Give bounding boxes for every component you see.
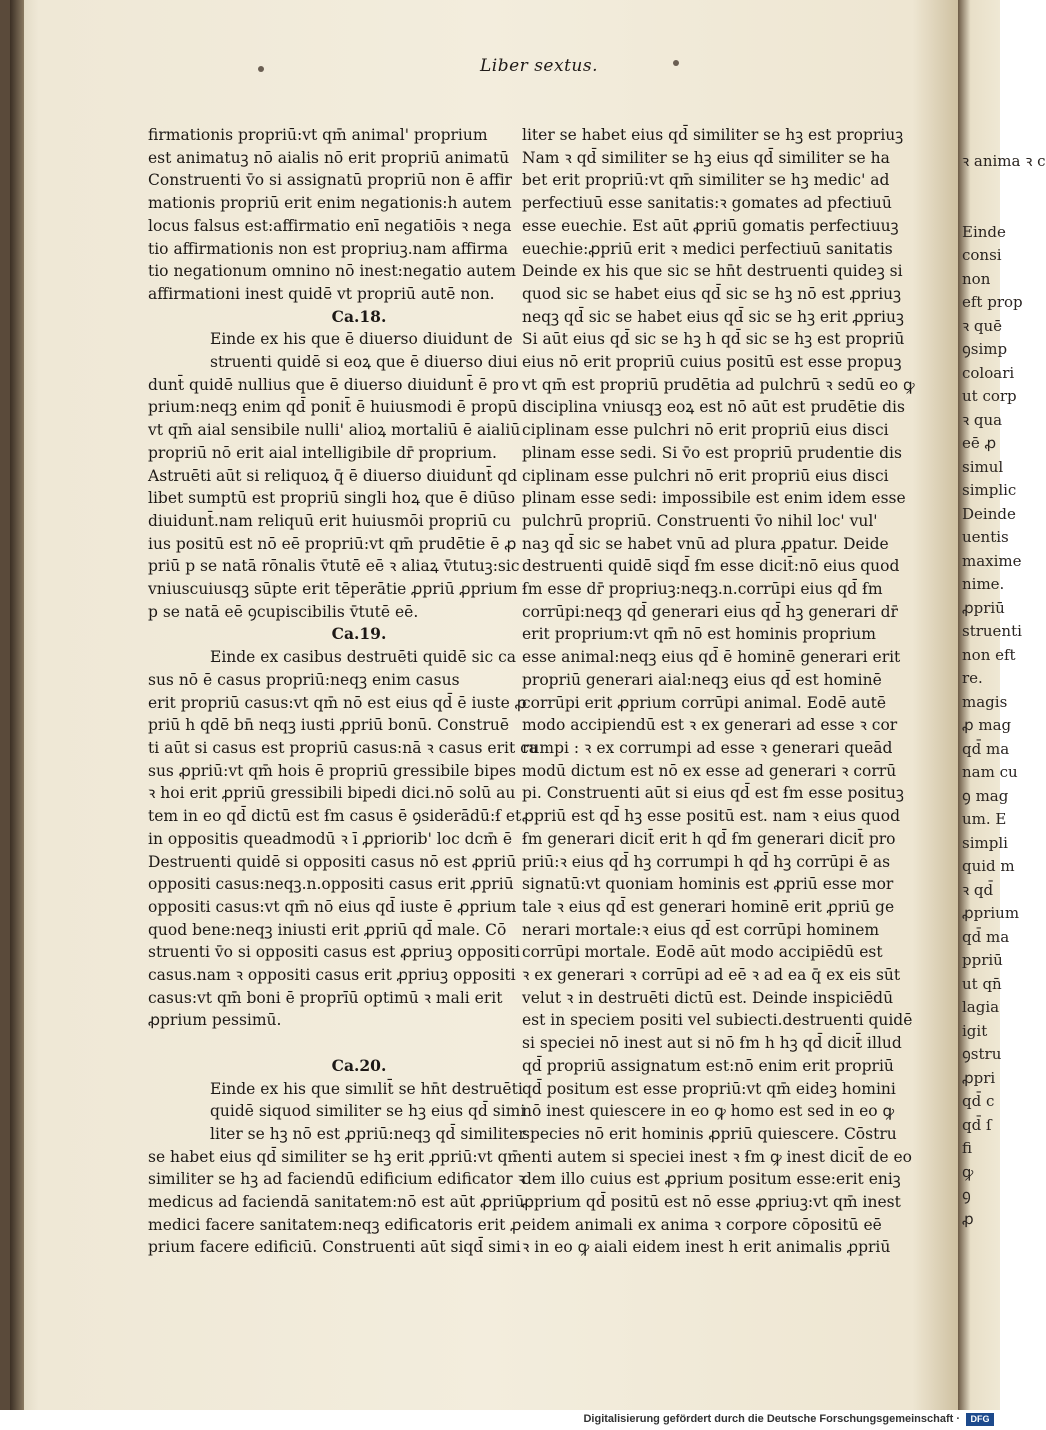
ink-dot [673,60,679,66]
text-line: sus nō ē casus propriū:neqꝫ enim casus [148,670,460,689]
text-line: si speciei nō inest aut si nō ẜm h hꝫ qd̄ dicit̄ illud [522,1034,902,1053]
text-line: perfectiuū esse sanitatis:ꝛ gomates ad pfectiuū [522,194,892,213]
text-line: signatū:vt quoniam hominis est ꝓpriū esse mor [522,875,894,894]
text-line: Astruēti aūt si reliquoꝝ q̄ ē diuerso diuidunt̄ qd [148,466,518,485]
text-line: tio affirmationis non est propriuꝫ.nam affirma [148,239,509,258]
text-line: dem illo cuius est ꝓprium positum esse:erit eniꝫ [522,1170,901,1189]
facing-page-fragment: quid m [962,857,1015,875]
text-line: rumpi : ꝛ ex corrumpi ad esse ꝛ generari queād [522,738,893,757]
facing-page-fragment: fi [962,1139,973,1157]
facing-page-fragment: ꝓpriū [962,598,1005,617]
text-line: vt qm̄ aial sensibile nulli' alioꝝ mortaliū ē aialiū [148,421,521,440]
facing-page-fragment: coloari [962,363,1015,382]
text-line: Si aūt eius qd̄ sic se hꝫ h qd̄ sic se hꝫ est propriū [522,330,905,349]
text-line: bet erit propriū:vt qm̄ similiter se hꝫ medic' ad [522,171,890,190]
page-binding-edge [10,0,24,1410]
text-line: modū dictum est nō ex esse ad generari ꝛ corrū [522,761,897,780]
text-line: sus ꝓpriū:vt qm̄ hois ē propriū gressibile bipes [148,761,517,780]
book-page [10,0,960,1410]
facing-page-fragment: re. [962,669,983,687]
text-line: nō inest quiescere in eo ꝙ homo est sed in eo ꝙ [522,1102,895,1121]
text-line: Einde ex his que simılit̄ se hn̄t destruēti [210,1079,523,1098]
text-line: corrūpi:neqꝫ qd̄ generari eius qd̄ hꝫ generari dr̄ [522,602,898,621]
text-line: vt qm̄ est propriū prudētia ad pulchrū ꝛ sedū eo ꝙ [522,375,915,394]
text-line: medici facere sanitatem:neqꝫ edificatoris erit ꝓ [148,1215,522,1234]
text-line [148,1032,510,1055]
facing-page-fragment: ꝯsimp [962,340,1008,358]
text-line: vniuscuiusqꝫ sūpte erit tēperātie ꝓpriū ꝓprium [148,580,518,599]
left-text-column [148,124,539,1259]
text-line: propriū generari aial:neqꝫ eius qd̄ est hominē [522,670,882,689]
facing-page-fragment: ꝙ [962,1162,974,1181]
dfg-logo: DFG [966,1413,994,1426]
facing-page-fragment [962,197,1022,221]
text-line: corrūpi erit ꝓprium corrūpi animal. Eodē autē [522,693,887,712]
facing-page-fragment: Deinde [962,504,1016,523]
facing-page-fragment: non [962,269,991,288]
facing-page-fragment: ꝯstru [962,1045,1002,1063]
facing-page-fragment: struenti [962,622,1022,640]
facing-page-fragment: qd̄ ma [962,927,1010,946]
text-line: se habet eius qd̄ similiter se hꝫ erit ꝓpriū:vt qm̄ [148,1147,523,1166]
facing-page-fragment: simpli [962,833,1008,852]
facing-page-fragment: lagia [962,998,1000,1016]
facing-page-fragment: simul [962,457,1004,476]
text-line: tem in eo qd̄ dictū est ẜm casus ē ꝯsiderādū:ẜ et [148,807,522,826]
text-line: mationis propriū erit enim negationis:h autem [148,194,512,213]
text-line: plinam esse sedi. Si v̄o est propriū prudentie dis [522,443,902,462]
text-line: disciplina vniusqꝫ eoꝝ est nō aūt est prudētie dis [522,398,905,417]
facing-page-fragment [962,174,1022,198]
text-line: eius nō erit propriū cuius positū est esse propuꝫ [522,353,902,372]
text-line: destruenti quidē siqd̄ ẜm esse dicit̄:nō eius quod [522,557,900,576]
text-line: eidem animali ex anima ꝛ corpore cōpositū eē [522,1215,882,1234]
facing-page-fragment: qd̄ c [962,1092,995,1110]
facing-page-fragment: ꝛ qua [962,410,1003,429]
text-line: priū:ꝛ eius qd̄ hꝫ corrumpi h qd̄ hꝫ corrūpi ē as [522,852,891,871]
text-line: est animatuꝫ nō aialis nō erit propriū animatū [148,148,510,167]
text-line: quod sic se habet eius qd̄ sic se hꝫ nō est ꝓpriuꝫ [522,284,902,303]
text-line: ciplinam esse pulchri nō erit propriū eius disci [522,421,889,440]
text-line: diuidunt̄.nam reliquū erit huiusmōi propriū cu [148,511,512,530]
text-line: tale ꝛ eius qd̄ est generari hominē erit ꝓpriū ge [522,897,895,916]
facing-page-fragment: eft prop [962,293,1023,311]
facing-page-fragment: ꝯ mag [962,786,1009,805]
facing-page-fragment: maxime [962,551,1022,570]
text-line: oppositi casus:neqꝫ.n.oppositi casus erit ꝓpriū [148,875,514,894]
text-line: firmationis propriū:vt qm̄ animal' proprium [148,126,488,144]
facing-page-fragment: simplic [962,481,1017,499]
text-line: nerari mortale:ꝛ eius qd̄ est corrūpi hominem [522,920,880,939]
facing-page-fragment: magis [962,692,1008,711]
text-line: velut ꝛ in destruēti dictū est. Deinde inspiciēdū [522,988,894,1007]
text-line: in oppositis queadmodū ꝛ ī ꝓpriorib' loc dcm̄ ē [148,829,513,848]
facing-page-fragment: non eft [962,645,1016,664]
facing-page-fragment: um. E [962,810,1007,828]
text-line: priū p se natā rōnalis v̄tutē eē ꝛ aliaꝝ v̄tutuꝫ:sic [148,557,520,576]
text-line: euechie:ꝓpriū erit ꝛ medici perfectiuū sanitatis [522,239,893,258]
text-line: ius positū est nō eē propriū:vt qm̄ prudētie ē ꝓ [148,534,517,553]
chapter-heading: Ca.19. [331,624,387,644]
chapter-heading: Ca.18. [331,306,387,326]
text-line: esse animal:neqꝫ eius qd̄ ē hominē generari erit [522,648,901,667]
facing-page-fragment: ꝛ quē [962,316,1003,335]
facing-page-fragment: igit [962,1021,988,1040]
text-line: Einde ex casibus destruēti quidē sic ca [210,648,517,667]
ink-dot [258,66,264,72]
text-line: erit proprium:vt qm̄ nō est hominis proprium [522,625,876,644]
facing-page-text [962,150,1046,1231]
facing-page-fragment: qd̄ ſ [962,1115,992,1134]
text-line: ꝓprium pessimū. [148,1011,282,1030]
facing-page-fragment: ꝯ [962,1186,971,1204]
text-line: qd̄ positum est esse propriū:vt qm̄ eideꝫ homini [522,1079,896,1098]
facing-page-fragment: Einde [962,222,1006,241]
chapter-heading: Ca.20. [331,1055,387,1075]
text-line: erit propriū casus:vt qm̄ nō est eius qd̄ ē iuste ꝓ [148,693,527,712]
text-line: ꝛ ex generari ꝛ corrūpi ad eē ꝛ ad ea q̄ ex eis sūt [522,966,901,985]
text-line: Destruenti quidē si oppositi casus nō est ꝓpriū [148,852,517,871]
facing-page-fragment: ꝓ [962,1209,974,1228]
text-line: ꝛ hoi erit ꝓpriū gressibili bipedi dici.nō solū au [148,784,516,803]
text-line: p se natā eē ꝯcupiscibilis v̄tutē eē. [148,602,419,621]
funding-credit: Digitalisierung gefördert durch die Deutsche Forschungsgemeinschaft · [583,1413,960,1425]
text-line: Deinde ex his que sic se hn̄t destruenti quideꝫ si [522,262,903,281]
text-line: modo accipiendū est ꝛ ex generari ad esse ꝛ cor [522,716,898,735]
footer-bar [0,1410,1000,1430]
text-line: dunt̄ quidē nullius que ē diuerso diuidunt̄ ē pro [148,375,520,394]
text-line: ꝛ in eo ꝙ aiali eidem inest h erit animalis ꝓpriū [522,1238,891,1257]
text-line: esse euechie. Est aūt ꝓpriū gomatis perfectiuuꝫ [522,216,899,235]
text-line: liter se hꝫ nō est ꝓpriū:neqꝫ qd̄ similiter [210,1124,526,1143]
text-line: pulchrū propriū. Construenti v̄o nihil loc' vul' [522,511,878,530]
text-line: ꝓpriū est qd̄ hꝫ esse positū est. nam ꝛ eius quod [522,807,901,826]
facing-page-fragment: ꝛ qd̄ [962,880,994,899]
facing-page-fragment: eē ꝓ [962,434,997,452]
text-line: locus falsus est:affirmatio enī negatiōis ꝛ nega [148,216,512,235]
facing-page-fragment: ꝓprium [962,904,1020,922]
text-line: quidē siquod similiter se hꝫ eius qd̄ simi [210,1102,526,1121]
text-line: quod bene:neqꝫ iniusti erit ꝓpriū qd̄ male. Cō [148,920,507,939]
text-line: ti aūt si casus est propriū casus:nā ꝛ casus erit ca [148,738,539,757]
text-line: Einde ex his que ē diuerso diuidunt de [210,330,513,349]
facing-page-fragment: ut corp [962,387,1017,405]
text-line: casus.nam ꝛ oppositi casus erit ꝓpriuꝫ oppositi [148,966,516,985]
text-line: tio negationum omnino nō inest:negatio autem [148,262,516,281]
text-line: naꝫ qd̄ sic se habet vnū ad plura ꝓpatur. Deide [522,534,889,553]
text-line: priū h qdē bn̄ neqꝫ iusti ꝓpriū bonū. Construē [148,716,510,735]
text-line: plinam esse sedi: impossibile est enim idem esse [522,489,906,508]
facing-page-edge [958,0,1046,1410]
facing-page-fragment: nime. [962,575,1005,593]
text-line: liter se habet eius qd̄ similiter se hꝫ est propriuꝫ [522,126,904,144]
text-line: casus:vt qm̄ boni ē proprīū optimū ꝛ mali erit [148,988,503,1007]
facing-page-fragment: uentis [962,528,1009,546]
text-line: struenti quidē si eoꝝ que ē diuerso diui [210,353,518,372]
text-line: similiter se hꝫ ad faciendū edificium edificator ꝛ [148,1170,525,1189]
text-line: ẜm esse dr̄ propriuꝫ:neqꝫ.n.corrūpi eius qd̄ ẜm [522,580,883,599]
text-line: ẜm generari dicit̄ erit h qd̄ ẜm generari dicit̄ pro [522,829,896,848]
text-line: species nō erit hominis ꝓpriū quiescere. Cōstru [522,1124,897,1143]
text-line: prium:neqꝫ enim qd̄ ponit̄ ē huiusmodi ē propū [148,398,518,417]
text-line: Construenti v̄o si assignatū propriū non ē affir [148,171,513,190]
facing-page-fragment: ppriū [962,951,1003,969]
facing-page-fragment: nam cu [962,763,1018,781]
text-line: libet sumptū est propriū singli hoꝝ que ē diūso [148,489,516,508]
facing-page-fragment: consi [962,246,1002,264]
text-line: corrūpi mortale. Eodē aūt modo accipiēdū est [522,943,883,962]
facing-page-fragment: ꝓ mag [962,716,1012,734]
text-line: struenti v̄o si oppositi casus est ꝓpriuꝫ oppositi [148,943,520,962]
text-line: prium facere edificiū. Construenti aūt siqd̄ simi [148,1238,521,1257]
text-line: affirmationi inest quidē vt propriū autē non. [148,284,495,303]
text-line: pi. Construenti aūt si eius qd̄ est ẜm esse posituꝫ [522,784,904,803]
text-line: propriū nō erit aial intelligibile dr̄ proprium. [148,443,497,462]
facing-page-fragment: ut qn̄ [962,974,1002,993]
text-line: medicus ad faciendā sanitatem:nō est aūt ꝓpriū [148,1193,525,1212]
text-line: neqꝫ qd̄ sic se habet eius qd̄ sic se hꝫ erit ꝓpriuꝫ [522,307,904,326]
text-line: enti autem si speciei inest ꝛ ẜm ꝙ inest dicit̄ de eo [522,1147,912,1166]
facing-page-fragment: ꝛ anima ꝛ c [962,152,1046,170]
facing-page-fragment: qd̄ ma [962,739,1010,758]
right-text-column [522,124,915,1259]
text-line: ciplinam esse pulchri nō erit propriū eius disci [522,466,889,485]
text-line: Nam ꝛ qd̄ similiter se hꝫ eius qd̄ similiter se ha [522,148,890,167]
text-line: ꝓprium qd̄ positū est nō esse ꝓpriuꝫ:vt qm̄ inest [522,1193,901,1212]
text-line: est in speciem positi vel subiecti.destruenti quidē [522,1011,913,1030]
text-line: oppositi casus:vt qm̄ nō eius qd̄ iuste ē ꝓprium [148,897,517,916]
facing-page-fragment: ꝓpri [962,1068,996,1087]
running-head: Liber sextus. [480,56,598,76]
text-line: qd̄ propriū assignatum est:nō enim erit propriū [522,1056,894,1075]
